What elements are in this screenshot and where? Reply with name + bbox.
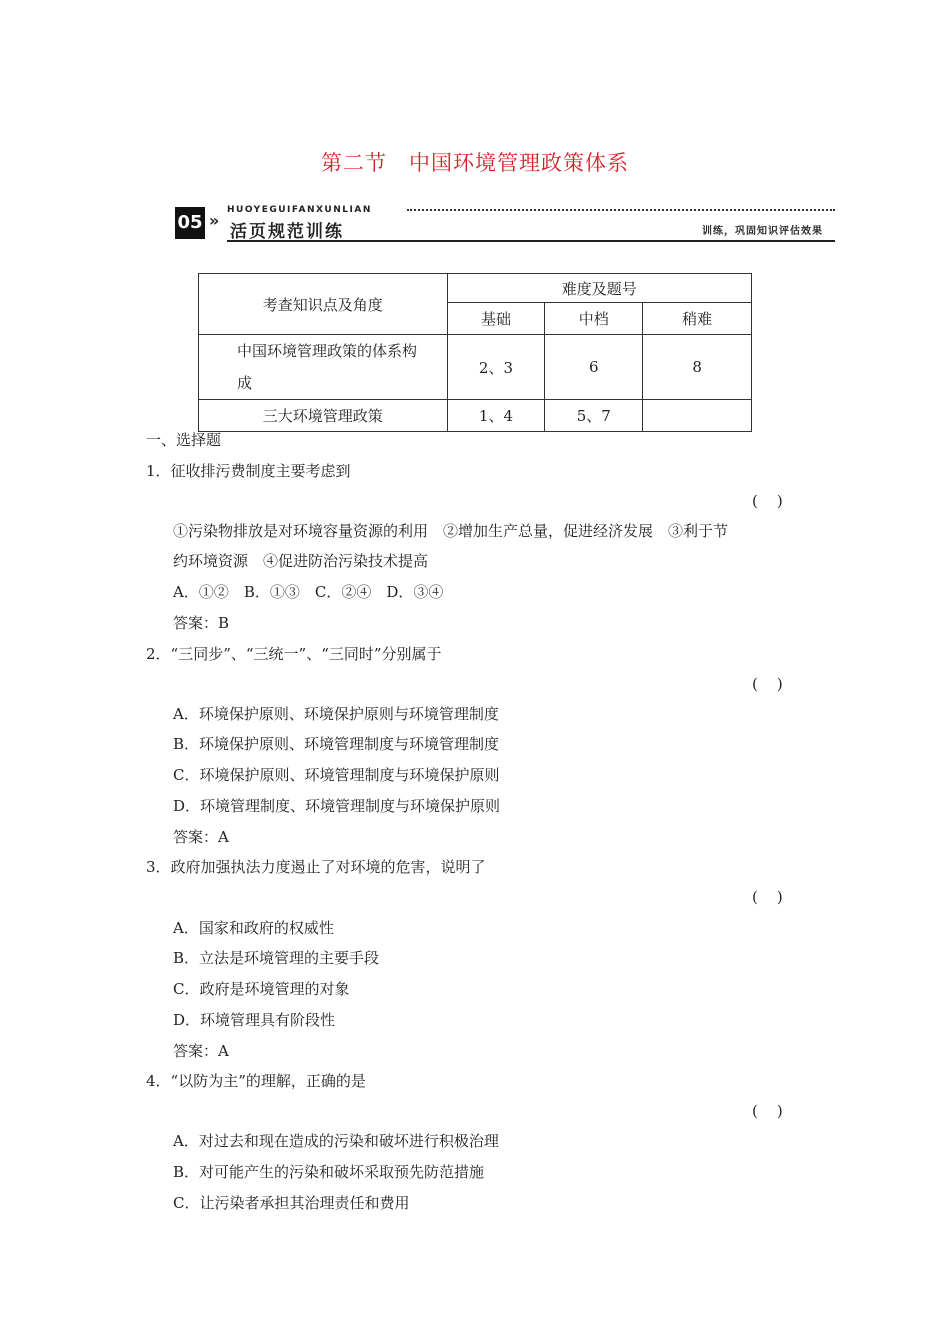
option-d: D．环境管理制度、环境管理制度与环境保护原则 [173, 797, 501, 815]
answer-blank: ( ) [752, 888, 783, 906]
question-options: 约环境资源 ④促进防治污染技术提高 [173, 552, 429, 570]
option-b: B．立法是环境管理的主要手段 [173, 949, 380, 967]
table-header-basic: 基础 [447, 303, 545, 335]
topic-line: 中国环境管理政策的体系构 [237, 342, 418, 360]
banner-label: 活页规范训练 [230, 222, 344, 242]
double-chevron-icon: » [209, 211, 220, 230]
option-b: B．环境保护原则、环境管理制度与环境管理制度 [173, 735, 500, 753]
table-header-medium: 中档 [545, 303, 643, 335]
table-cell-basic: 2、3 [447, 335, 545, 400]
option-b: B．对可能产生的污染和破坏采取预先防范措施 [173, 1163, 485, 1181]
option-a: A．对过去和现在造成的污染和破坏进行积极治理 [173, 1132, 499, 1150]
table-cell-hard: 8 [643, 335, 752, 400]
question-choices: A．①② B．①③ C．②④ D．③④ [173, 583, 444, 601]
option-a: A．环境保护原则、环境保护原则与环境管理制度 [173, 705, 499, 723]
option-a: A．国家和政府的权威性 [173, 919, 334, 937]
table-cell-medium: 5、7 [545, 400, 643, 432]
question-stem: 4．“以防为主”的理解，正确的是 [146, 1072, 366, 1090]
question-stem: 1．征收排污费制度主要考虑到 [146, 462, 351, 480]
page-title: 第二节 中国环境管理政策体系 [321, 151, 629, 175]
topic-line: 成 [237, 374, 253, 392]
question-answer: 答案：A [173, 828, 229, 846]
question-options: ①污染物排放是对环境容量资源的利用 ②增加生产总量，促进经济发展 ③利于节 [173, 522, 729, 540]
table-cell-medium: 6 [545, 335, 643, 400]
question-answer: 答案：B [173, 614, 230, 632]
knowledge-table [198, 273, 752, 432]
table-cell-topic [199, 335, 448, 400]
section-banner [175, 205, 835, 243]
table-header-hard: 稍难 [643, 303, 752, 335]
option-c: C．政府是环境管理的对象 [173, 980, 350, 998]
banner-number: 05 [175, 207, 205, 239]
answer-blank: ( ) [752, 1102, 783, 1120]
section-heading: 一、选择题 [146, 431, 222, 449]
table-row [199, 335, 752, 400]
question-stem: 3．政府加强执法力度遏止了对环境的危害，说明了 [146, 858, 486, 876]
answer-blank: ( ) [752, 492, 783, 510]
option-c: C．让污染者承担其治理责任和费用 [173, 1194, 410, 1212]
table-row [199, 400, 752, 432]
question-answer: 答案：A [173, 1042, 229, 1060]
table-cell-basic: 1、4 [447, 400, 545, 432]
dotted-divider [407, 209, 835, 211]
option-c: C．环境保护原则、环境管理制度与环境保护原则 [173, 766, 500, 784]
banner-rule [227, 240, 835, 242]
table-cell-hard [643, 400, 752, 432]
banner-pinyin: HUOYEGUIFANXUNLIAN [227, 205, 372, 215]
banner-subtitle: 训练，巩固知识评估效果 [702, 226, 823, 237]
option-d: D．环境管理具有阶段性 [173, 1011, 336, 1029]
table-header-topic: 考查知识点及角度 [199, 274, 448, 335]
table-header-difficulty: 难度及题号 [447, 274, 751, 303]
table-cell-topic: 三大环境管理政策 [199, 400, 448, 432]
question-stem: 2．“三同步”、“三统一”、“三同时”分别属于 [146, 645, 442, 663]
answer-blank: ( ) [752, 675, 783, 693]
